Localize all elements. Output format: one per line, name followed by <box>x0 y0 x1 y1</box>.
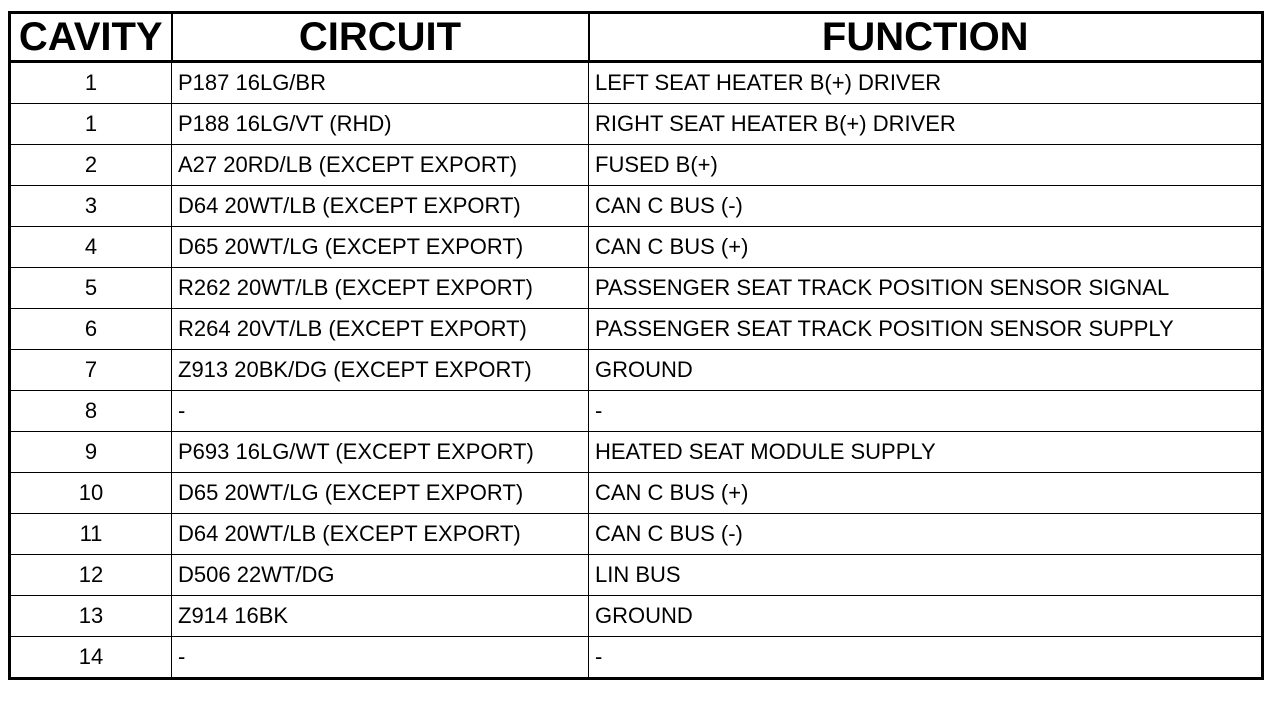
circuit-cell: D64 20WT/LB (EXCEPT EXPORT) <box>172 186 589 227</box>
table-row <box>10 104 1263 145</box>
table-row <box>10 62 1263 104</box>
function-cell: CAN C BUS (-) <box>589 186 1263 227</box>
table-row <box>10 268 1263 309</box>
function-cell: PASSENGER SEAT TRACK POSITION SENSOR SIGNAL <box>589 268 1263 309</box>
table-header-row <box>10 13 1263 62</box>
circuit-cell: D65 20WT/LG (EXCEPT EXPORT) <box>172 473 589 514</box>
header-circuit: CIRCUIT <box>172 13 589 62</box>
circuit-cell: D64 20WT/LB (EXCEPT EXPORT) <box>172 514 589 555</box>
cavity-cell: 1 <box>10 104 172 145</box>
circuit-cell: D506 22WT/DG <box>172 555 589 596</box>
function-cell: LEFT SEAT HEATER B(+) DRIVER <box>589 62 1263 104</box>
cavity-cell: 11 <box>10 514 172 555</box>
circuit-cell: Z914 16BK <box>172 596 589 637</box>
function-cell: PASSENGER SEAT TRACK POSITION SENSOR SUPPLY <box>589 309 1263 350</box>
connector-pinout-table <box>8 11 1264 680</box>
header-function: FUNCTION <box>589 13 1263 62</box>
table-row <box>10 391 1263 432</box>
cavity-cell: 13 <box>10 596 172 637</box>
circuit-cell: D65 20WT/LG (EXCEPT EXPORT) <box>172 227 589 268</box>
cavity-cell: 3 <box>10 186 172 227</box>
circuit-cell: R262 20WT/LB (EXCEPT EXPORT) <box>172 268 589 309</box>
table-row <box>10 309 1263 350</box>
function-cell: CAN C BUS (-) <box>589 514 1263 555</box>
circuit-cell: P187 16LG/BR <box>172 62 589 104</box>
header-cavity: CAVITY <box>10 13 172 62</box>
circuit-cell: - <box>172 391 589 432</box>
circuit-cell: Z913 20BK/DG (EXCEPT EXPORT) <box>172 350 589 391</box>
table-row <box>10 596 1263 637</box>
cavity-cell: 8 <box>10 391 172 432</box>
cavity-cell: 7 <box>10 350 172 391</box>
circuit-cell: P188 16LG/VT (RHD) <box>172 104 589 145</box>
circuit-cell: R264 20VT/LB (EXCEPT EXPORT) <box>172 309 589 350</box>
table-row <box>10 555 1263 596</box>
cavity-cell: 14 <box>10 637 172 679</box>
table-row <box>10 145 1263 186</box>
cavity-cell: 5 <box>10 268 172 309</box>
cavity-cell: 10 <box>10 473 172 514</box>
function-cell: GROUND <box>589 350 1263 391</box>
cavity-cell: 6 <box>10 309 172 350</box>
table-row <box>10 637 1263 679</box>
table-row <box>10 350 1263 391</box>
cavity-cell: 4 <box>10 227 172 268</box>
cavity-cell: 12 <box>10 555 172 596</box>
function-cell: LIN BUS <box>589 555 1263 596</box>
circuit-cell: A27 20RD/LB (EXCEPT EXPORT) <box>172 145 589 186</box>
function-cell: CAN C BUS (+) <box>589 227 1263 268</box>
table-row <box>10 514 1263 555</box>
function-cell: - <box>589 391 1263 432</box>
table-row <box>10 186 1263 227</box>
table-row <box>10 227 1263 268</box>
function-cell: GROUND <box>589 596 1263 637</box>
circuit-cell: - <box>172 637 589 679</box>
function-cell: FUSED B(+) <box>589 145 1263 186</box>
circuit-cell: P693 16LG/WT (EXCEPT EXPORT) <box>172 432 589 473</box>
cavity-cell: 2 <box>10 145 172 186</box>
table-row <box>10 432 1263 473</box>
function-cell: - <box>589 637 1263 679</box>
function-cell: CAN C BUS (+) <box>589 473 1263 514</box>
cavity-cell: 9 <box>10 432 172 473</box>
function-cell: HEATED SEAT MODULE SUPPLY <box>589 432 1263 473</box>
function-cell: RIGHT SEAT HEATER B(+) DRIVER <box>589 104 1263 145</box>
cavity-cell: 1 <box>10 62 172 104</box>
table-row <box>10 473 1263 514</box>
